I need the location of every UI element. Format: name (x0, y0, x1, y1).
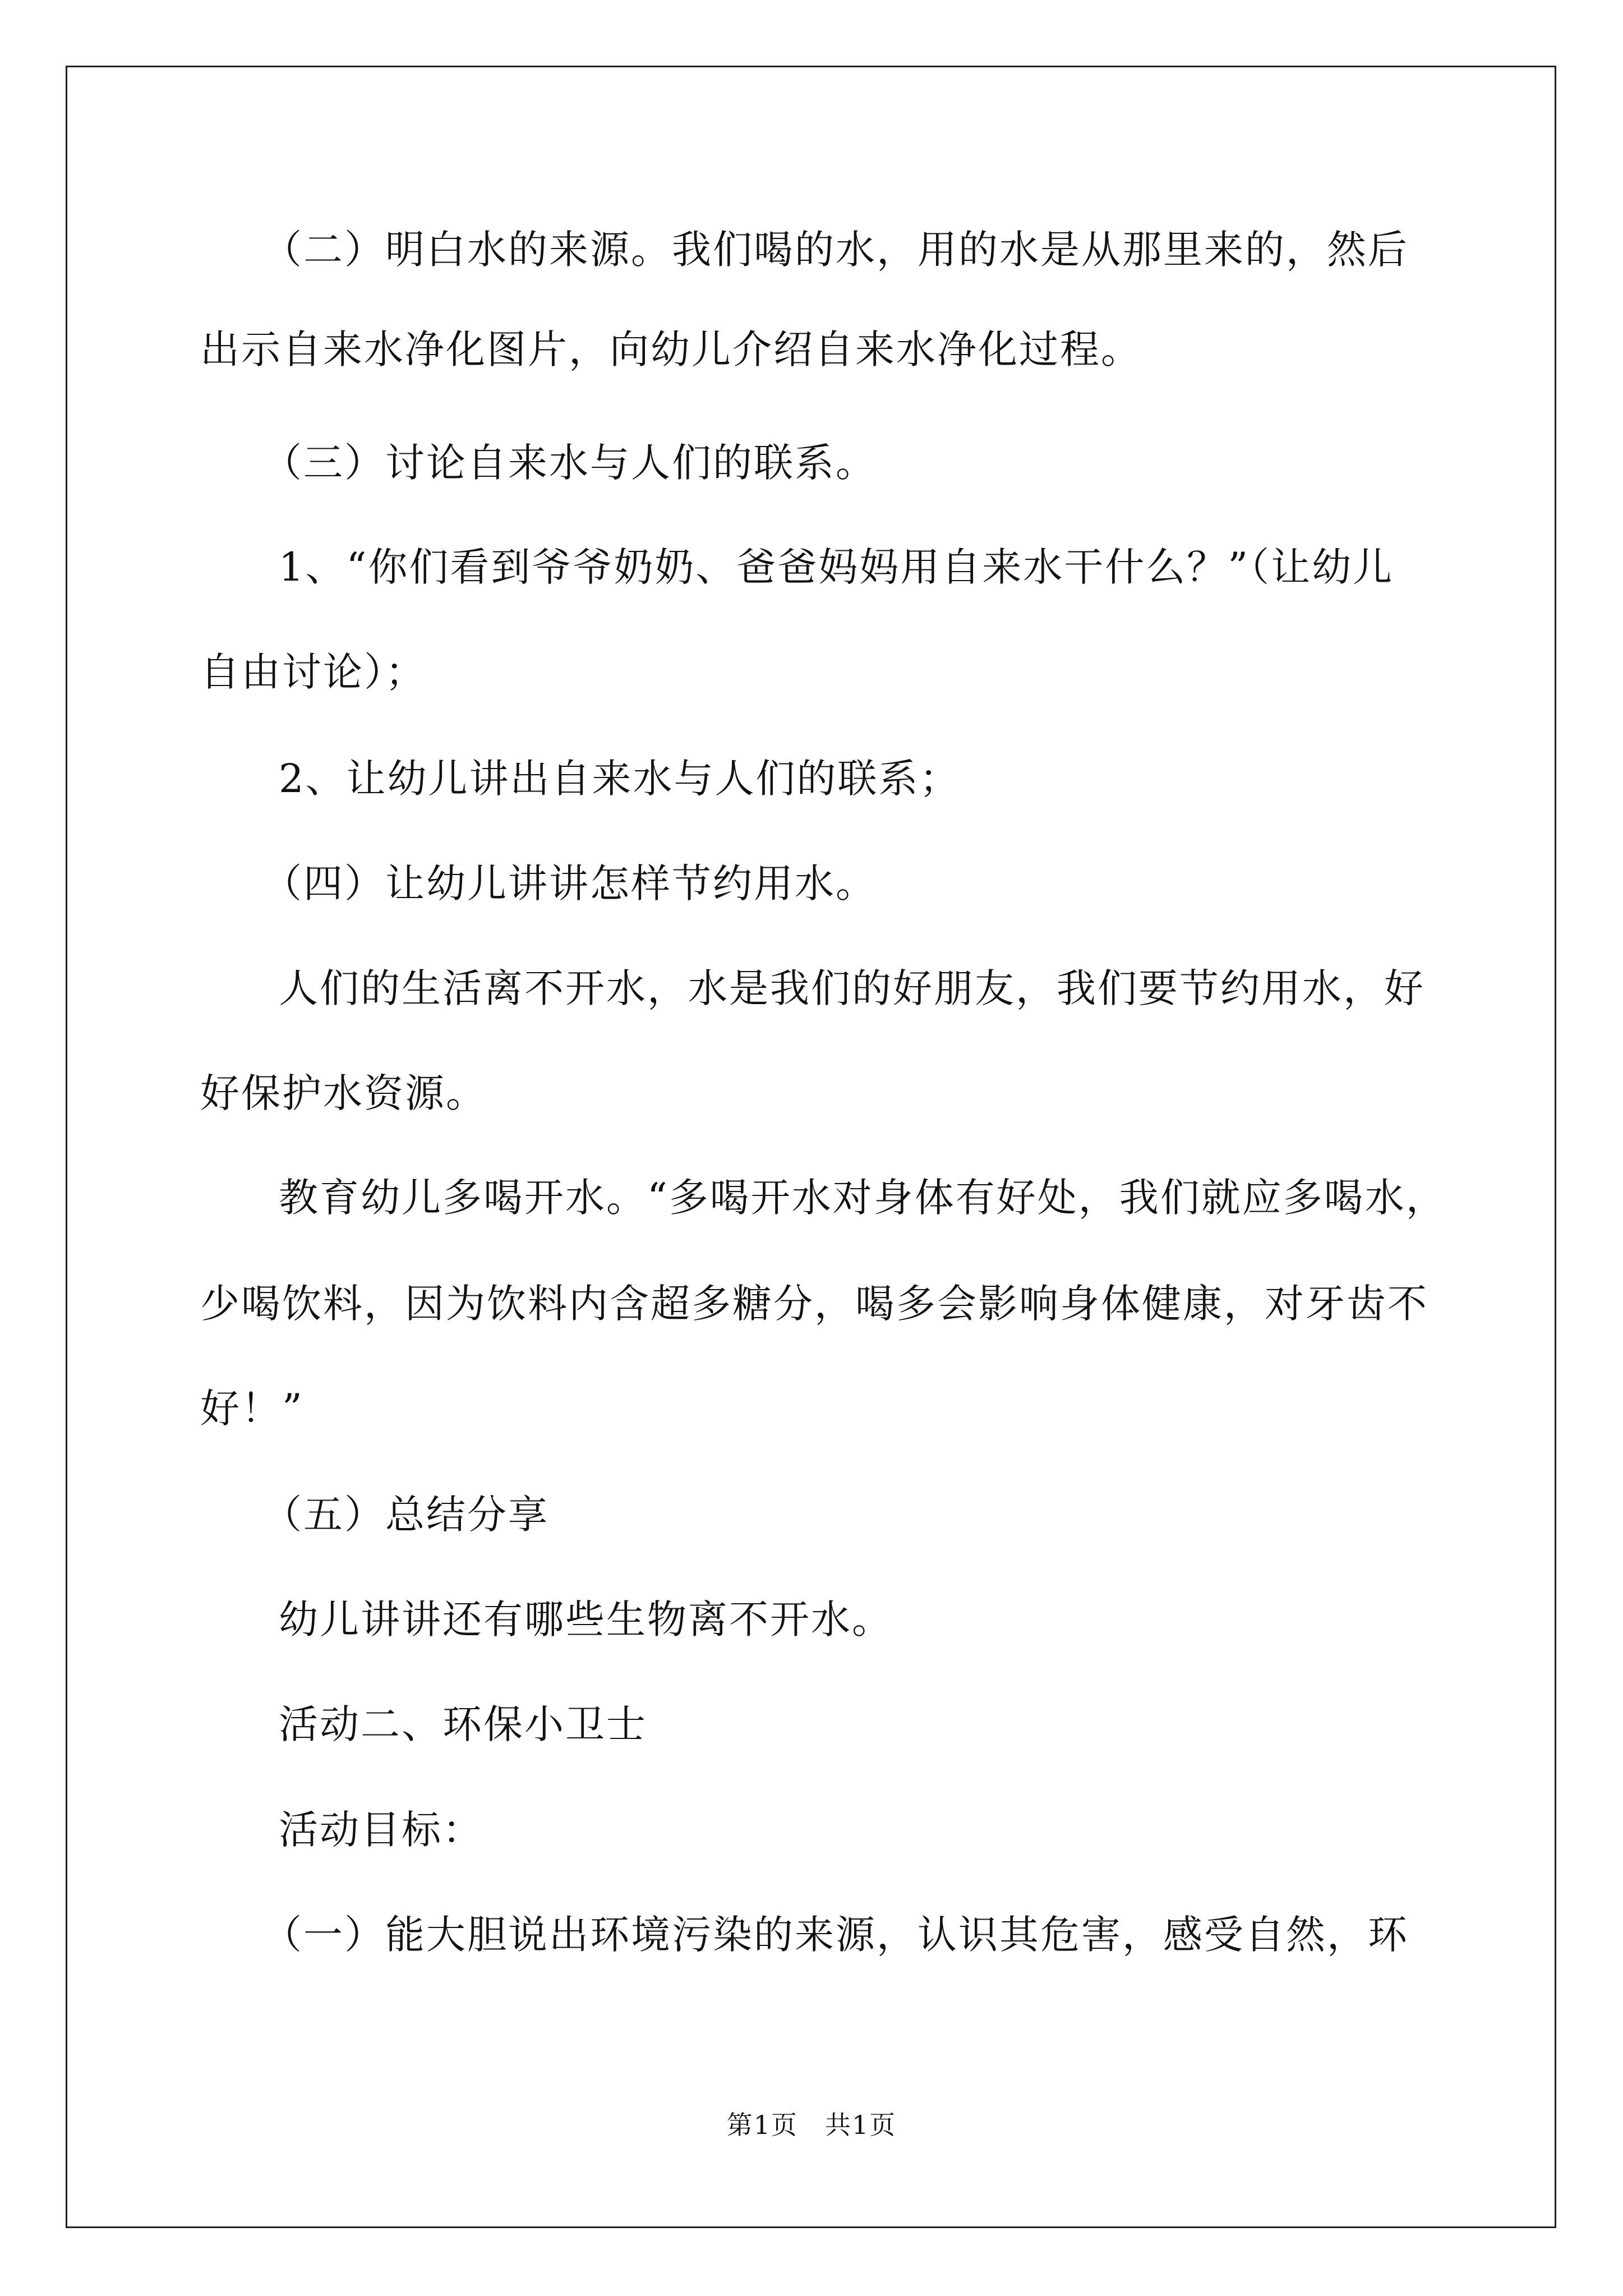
paragraph-line: 人们的生活离不开水，水是我们的好朋友，我们要节约用水，好 (279, 965, 1425, 1011)
paragraph-line: 好！” (200, 1386, 304, 1432)
page-border (66, 66, 1556, 2228)
paragraph-line: 自由讨论）； (200, 649, 426, 695)
paragraph-line: 活动目标： (279, 1807, 483, 1853)
paragraph-line: （一）能大胆说出环境污染的来源，认识其危害，感受自然，环 (262, 1912, 1409, 1958)
paragraph-line: 幼儿讲讲还有哪些生物离不开水。 (279, 1596, 893, 1642)
paragraph-line: 少喝饮料，因为饮料内含超多糖分，喝多会影响身体健康，对牙齿不 (200, 1281, 1428, 1327)
paragraph-line: （二）明白水的来源。我们喝的水，用的水是从那里来的，然后 (262, 227, 1409, 273)
paragraph-line: 活动二、环保小卫士 (279, 1701, 647, 1747)
paragraph-line: 2、让幼儿讲出自来水与人们的联系； (279, 756, 961, 802)
paragraph-line: 出示自来水净化图片，向幼儿介绍自来水净化过程。 (200, 326, 1142, 372)
paragraph-line: （五）总结分享 (262, 1492, 549, 1538)
paragraph-line: 1、“你们看到爷爷奶奶、爸爸妈妈用自来水干什么？”（让幼儿 (279, 544, 1394, 590)
paragraph-line: （四）让幼儿讲讲怎样节约用水。 (262, 861, 877, 907)
paragraph-line: 好保护水资源。 (200, 1070, 487, 1116)
page-footer: 第1页 共1页 (726, 2110, 897, 2140)
paragraph-line: 教育幼儿多喝开水。“多喝开水对身体有好处，我们就应多喝水， (279, 1175, 1447, 1221)
paragraph-line: （三）讨论自来水与人们的联系。 (262, 440, 877, 486)
